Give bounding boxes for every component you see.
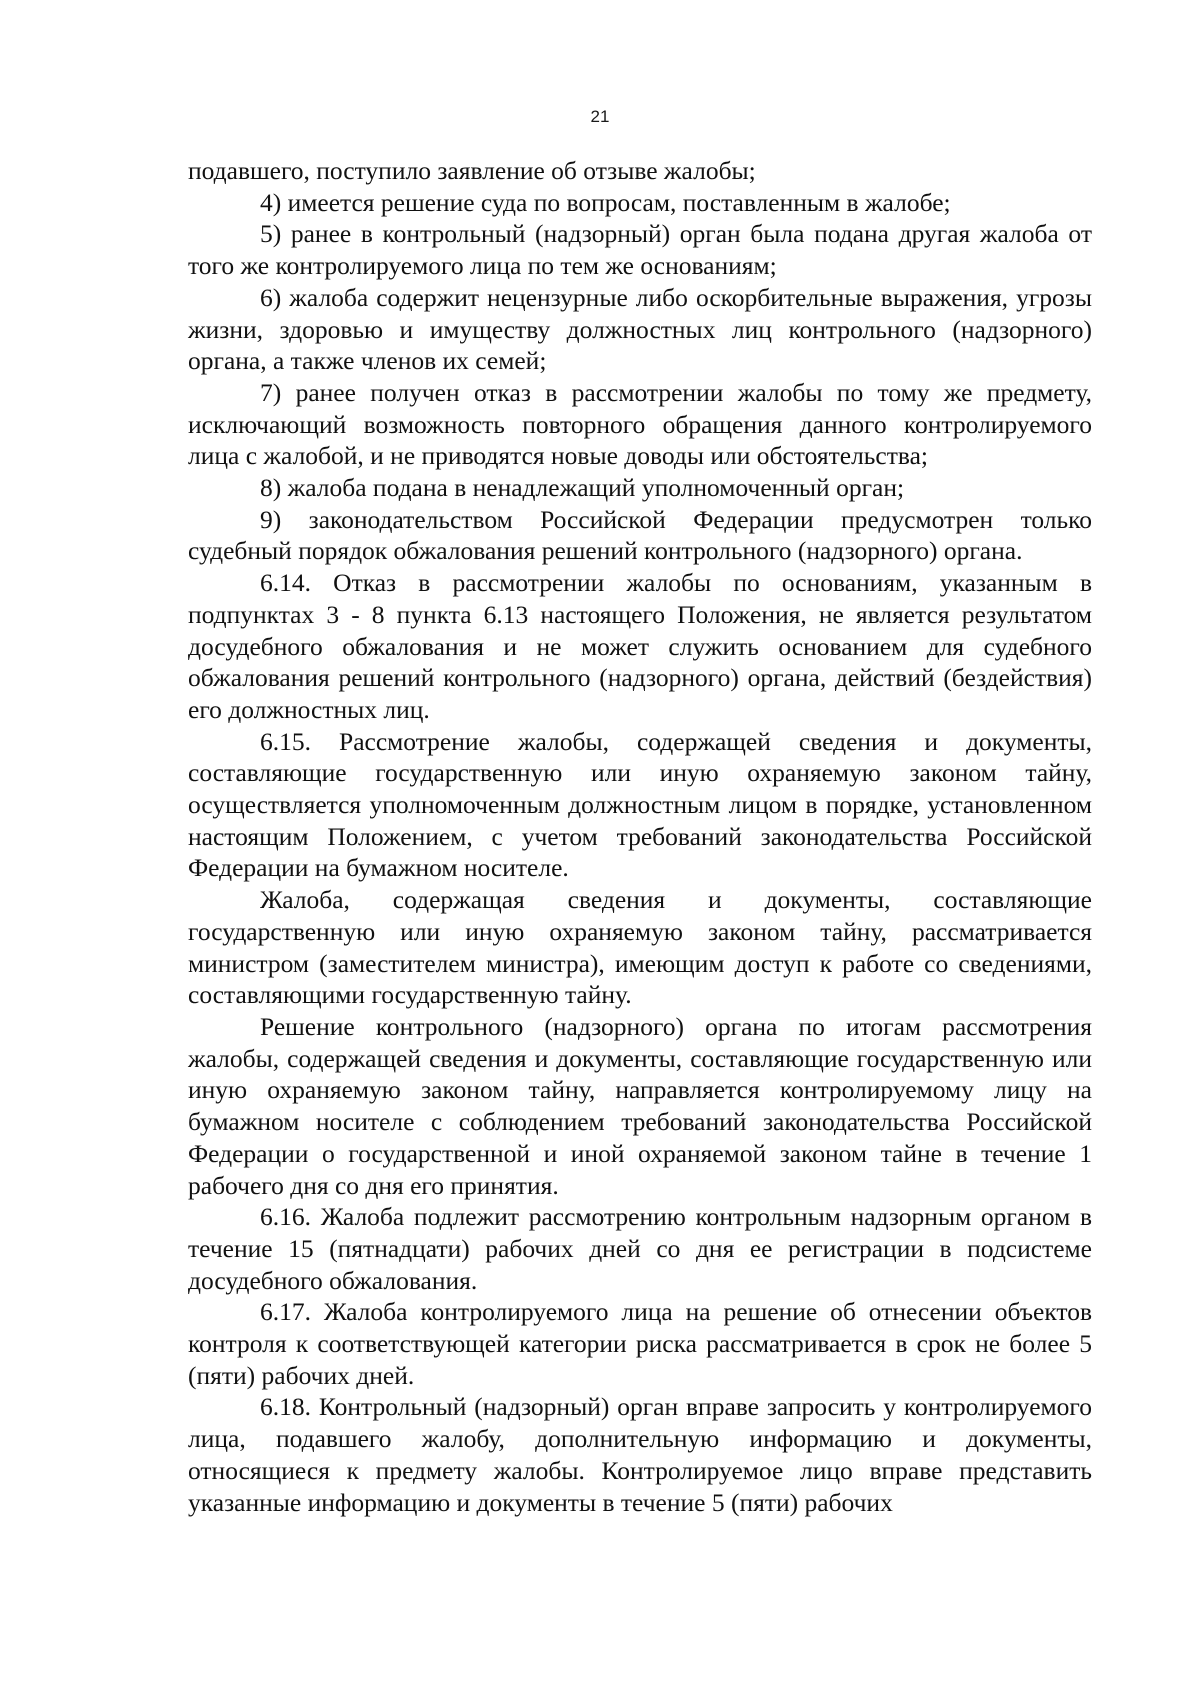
paragraph: 6.17. Жалоба контролируемого лица на решение об отнесении объектов контроля к соответствующей категории риска рассматривается в срок не более 5 (пяти) рабочих дней. xyxy=(188,1297,1092,1390)
paragraph: 4) имеется решение суда по вопросам, поставленным в жалобе; xyxy=(260,187,951,217)
paragraph: Решение контрольного (надзорного) органа по итогам рассмотрения жалобы, содержащей сведения и документы, составляющие государственную или иную охраняемую законом тайну, направляется контролируемому лицу на бумажном носителе с соблюдением требований законодательства Российской Федерации о государственной и иной охраняемой законом тайне в течение 1 рабочего дня со дня его принятия. xyxy=(188,1011,1092,1200)
page-number: 21 xyxy=(590,107,610,126)
paragraph: 9) законодательством Российской Федерации предусмотрен только судебный порядок обжалования решений контрольного (надзорного) органа. xyxy=(188,504,1092,566)
paragraph: 6.15. Рассмотрение жалобы, содержащей сведения и документы, составляющие государственную или иную охраняемую законом тайну, осуществляется уполномоченным должностным лицом в порядке, установленном настоящим Положением, с учетом требований законодательства Российской Федерации на бумажном носителе. xyxy=(188,726,1092,883)
document-body xyxy=(188,155,1092,1518)
paragraph: 6) жалоба содержит нецензурные либо оскорбительные выражения, угрозы жизни, здоровью и имуществу должностных лиц контрольного (надзорного) органа, а также членов их семей; xyxy=(188,282,1092,376)
paragraph: 8) жалоба подана в ненадлежащий уполномоченный орган; xyxy=(260,473,905,503)
paragraph: Жалоба, содержащая сведения и документы, составляющие государственную или иную охраняемую законом тайну, рассматривается министром (заместителем министра), имеющим доступ к работе со сведениями, составляющими государственную тайну. xyxy=(188,885,1092,1010)
paragraph: 5) ранее в контрольный (надзорный) орган была подана другая жалоба от того же контролируемого лица по тем же основаниям; xyxy=(188,219,1092,281)
paragraph: 6.16. Жалоба подлежит рассмотрению контрольным надзорным органом в течение 15 (пятнадцати) рабочих дней со дня ее регистрации в подсистеме досудебного обжалования. xyxy=(188,1202,1092,1295)
paragraph: 6.18. Контрольный (надзорный) орган вправе запросить у контролируемого лица, подавшего жалобу, дополнительную информацию и документы, относящиеся к предмету жалобы. Контролируемое лицо вправе представить указанные информацию и документы в течение 5 (пяти) рабочих xyxy=(188,1392,1092,1517)
paragraph: подавшего, поступило заявление об отзыве жалобы; xyxy=(188,156,756,185)
paragraph: 7) ранее получен отказ в рассмотрении жалобы по тому же предмету, исключающий возможность повторного обращения данного контролируемого лица с жалобой, и не приводятся новые доводы или обстоятельства; xyxy=(188,377,1092,471)
paragraph: 6.14. Отказ в рассмотрении жалобы по основаниям, указанным в подпунктах 3 - 8 пункта 6.13 настоящего Положения, не является результатом досудебного обжалования и не может служить основанием для судебного обжалования решений контрольного (надзорного) органа, действий (бездействия) его должностных лиц. xyxy=(188,568,1092,724)
